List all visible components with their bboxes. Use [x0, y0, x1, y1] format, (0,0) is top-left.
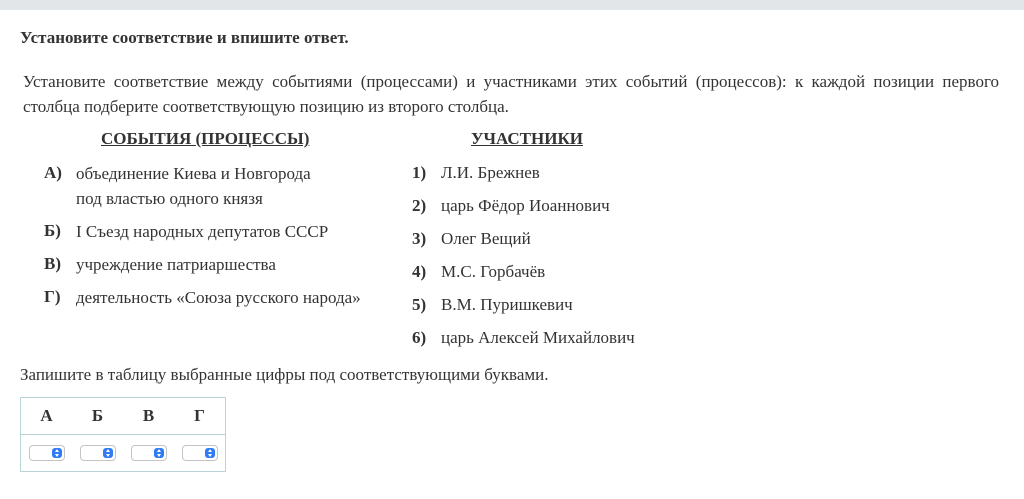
answer-table-select-row: [21, 435, 226, 472]
participant-num-1: 1): [412, 163, 427, 182]
answer-cell-g: [174, 435, 226, 472]
answer-prompt: Запишите в таблицу выбранные цифры под соответствующими буквами.: [20, 365, 549, 384]
answer-cell-a: [21, 435, 73, 472]
top-bar: [0, 0, 1024, 10]
event-a-line2: под властью одного князя: [76, 189, 263, 208]
chevron-updown-icon: [52, 448, 62, 458]
event-letter-a: А): [44, 163, 62, 182]
participants-column-header: УЧАСТНИКИ: [471, 129, 583, 148]
event-text-g: деятельность «Союза русского народа»: [76, 288, 361, 307]
chevron-updown-icon: [103, 448, 113, 458]
answer-select-b[interactable]: [80, 445, 116, 461]
participant-text-1: Л.И. Брежнев: [441, 163, 540, 182]
answer-select-a[interactable]: [29, 445, 65, 461]
participant-text-6: царь Алексей Михайлович: [441, 328, 635, 347]
answer-col-b: Б: [72, 398, 123, 435]
participant-num-4: 4): [412, 262, 427, 281]
participant-text-5: В.М. Пуришкевич: [441, 295, 573, 314]
events-column-header: СОБЫТИЯ (ПРОЦЕССЫ): [101, 129, 310, 148]
participant-num-6: 6): [412, 328, 427, 347]
task-instruction: Установите соответствие между событиями (процессами) и участниками этих событий (процессов): к каждой позиции первого столбца подберите соответствующую позицию из второго столбца.: [23, 72, 999, 116]
event-text-v: учреждение патриаршества: [76, 255, 276, 274]
answer-select-v[interactable]: [131, 445, 167, 461]
chevron-updown-icon: [154, 448, 164, 458]
task-heading: Установите соответствие и впишите ответ.: [20, 28, 349, 47]
participant-num-3: 3): [412, 229, 427, 248]
event-letter-g: Г): [44, 287, 61, 306]
answer-cell-v: [123, 435, 174, 472]
answer-cell-b: [72, 435, 123, 472]
answer-table: [20, 397, 226, 472]
participant-num-2: 2): [412, 196, 427, 215]
answer-col-v: В: [123, 398, 174, 435]
answer-col-g: Г: [174, 398, 226, 435]
chevron-updown-icon: [205, 448, 215, 458]
answer-col-a: А: [21, 398, 73, 435]
event-text-a: [76, 161, 311, 211]
event-a-line1: объединение Киева и Новгорода: [76, 164, 311, 183]
event-letter-v: В): [44, 254, 61, 273]
participant-text-3: Олег Вещий: [441, 229, 531, 248]
answer-select-g[interactable]: [182, 445, 218, 461]
answer-table-header-row: [21, 398, 226, 435]
participant-num-5: 5): [412, 295, 427, 314]
participant-text-4: М.С. Горбачёв: [441, 262, 546, 281]
event-text-b: I Съезд народных депутатов СССР: [76, 222, 329, 241]
event-letter-b: Б): [44, 221, 61, 240]
participant-text-2: царь Фёдор Иоаннович: [441, 196, 610, 215]
